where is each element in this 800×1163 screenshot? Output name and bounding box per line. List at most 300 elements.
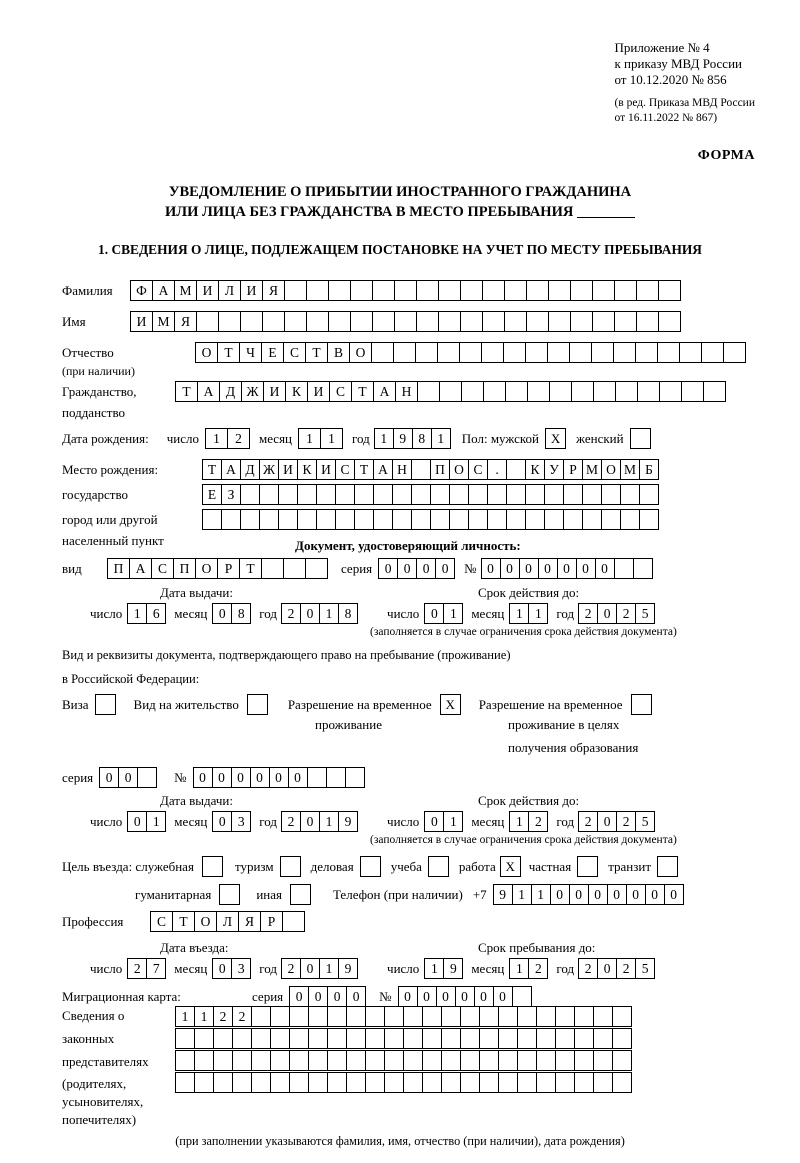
mig-number-boxes-cell[interactable] (512, 986, 532, 1007)
rep-row3-boxes-cell[interactable] (175, 1050, 195, 1071)
rep-row1-boxes-cell[interactable] (555, 1006, 575, 1027)
profession-boxes-cell[interactable]: Л (216, 911, 239, 932)
birth-city-row1-boxes-cell[interactable] (259, 484, 279, 505)
birth-year-boxes-cell[interactable]: 9 (393, 428, 413, 449)
doc-series-boxes-cell[interactable]: 0 (416, 558, 436, 579)
rep-row2-boxes-cell[interactable] (327, 1028, 347, 1049)
permit-valid-month-boxes-cell[interactable]: 2 (528, 811, 548, 832)
rep-row2-boxes[interactable] (175, 1028, 631, 1049)
birth-city-row2-boxes-cell[interactable] (278, 509, 298, 530)
name-boxes-cell[interactable] (592, 311, 615, 332)
rep-row4-boxes-cell[interactable] (270, 1072, 290, 1093)
birth-city-row1-boxes-cell[interactable] (468, 484, 488, 505)
surname-boxes-cell[interactable] (372, 280, 395, 301)
rep-row1-boxes-cell[interactable] (593, 1006, 613, 1027)
rep-row1-boxes-cell[interactable] (460, 1006, 480, 1027)
phone-boxes-cell[interactable]: 0 (569, 884, 589, 905)
rep-row2-boxes-cell[interactable] (517, 1028, 537, 1049)
patronymic-boxes-cell[interactable] (635, 342, 658, 363)
name-boxes-cell[interactable] (482, 311, 505, 332)
doc-series-boxes[interactable] (378, 558, 454, 579)
birth-city-row2-boxes-cell[interactable] (411, 509, 431, 530)
mig-number-boxes-cell[interactable]: 0 (455, 986, 475, 1007)
patronymic-boxes-cell[interactable] (657, 342, 680, 363)
birth-year-boxes[interactable] (374, 428, 450, 449)
birth-state-boxes-cell[interactable]: Ж (259, 459, 279, 480)
birth-city-row1-boxes-cell[interactable] (582, 484, 602, 505)
citizenship-boxes-cell[interactable] (659, 381, 682, 402)
rep-row1-boxes-cell[interactable]: 2 (213, 1006, 233, 1027)
birth-city-row1-boxes-cell[interactable] (278, 484, 298, 505)
rep-row1-boxes-cell[interactable] (327, 1006, 347, 1027)
valid-year-boxes-cell[interactable]: 2 (616, 603, 636, 624)
issue-month-boxes[interactable] (212, 603, 250, 624)
permit-number-boxes-cell[interactable] (326, 767, 346, 788)
birth-state-boxes-cell[interactable] (411, 459, 431, 480)
birth-state-boxes[interactable] (202, 459, 658, 480)
stay-year-boxes-cell[interactable]: 5 (635, 958, 655, 979)
birth-city-row2-boxes-cell[interactable] (240, 509, 260, 530)
rep-row4-boxes-cell[interactable] (289, 1072, 309, 1093)
rep-row3-boxes-cell[interactable] (403, 1050, 423, 1071)
stay-month-boxes-cell[interactable]: 2 (528, 958, 548, 979)
stay-year-boxes-cell[interactable]: 2 (578, 958, 598, 979)
rep-row2-boxes-cell[interactable] (612, 1028, 632, 1049)
doc-kind-boxes-cell[interactable]: П (173, 558, 196, 579)
stay-day-boxes-cell[interactable]: 9 (443, 958, 463, 979)
permit-valid-month-boxes-cell[interactable]: 1 (509, 811, 529, 832)
purpose-service-checkbox[interactable] (202, 856, 223, 877)
birth-year-boxes-cell[interactable]: 1 (374, 428, 394, 449)
name-boxes-cell[interactable] (504, 311, 527, 332)
citizenship-boxes-cell[interactable]: Ж (241, 381, 264, 402)
entry-month-boxes-cell[interactable]: 3 (231, 958, 251, 979)
citizenship-boxes-cell[interactable]: Т (175, 381, 198, 402)
rep-row3-boxes-cell[interactable] (289, 1050, 309, 1071)
permit-issue-day-boxes[interactable] (127, 811, 165, 832)
name-boxes-cell[interactable]: И (130, 311, 153, 332)
surname-boxes-cell[interactable] (284, 280, 307, 301)
rep-row3-boxes-cell[interactable] (384, 1050, 404, 1071)
rep-row4-boxes-cell[interactable] (593, 1072, 613, 1093)
entry-year-boxes[interactable] (281, 958, 357, 979)
birth-day-boxes-cell[interactable]: 2 (227, 428, 250, 449)
surname-boxes-cell[interactable] (592, 280, 615, 301)
phone-boxes-cell[interactable]: 0 (550, 884, 570, 905)
rep-row3-boxes-cell[interactable] (498, 1050, 518, 1071)
rep-row1-boxes-cell[interactable] (498, 1006, 518, 1027)
rep-row4-boxes-cell[interactable] (308, 1072, 328, 1093)
birth-city-row2-boxes-cell[interactable] (620, 509, 640, 530)
entry-day-boxes-cell[interactable]: 7 (146, 958, 166, 979)
rep-row3-boxes-cell[interactable] (460, 1050, 480, 1071)
birth-city-row2-boxes-cell[interactable] (639, 509, 659, 530)
purpose-humanitarian-checkbox[interactable] (219, 884, 240, 905)
surname-boxes-cell[interactable] (416, 280, 439, 301)
phone-boxes-cell[interactable]: 0 (588, 884, 608, 905)
surname-boxes-cell[interactable] (570, 280, 593, 301)
purpose-private-checkbox[interactable] (577, 856, 598, 877)
rep-row4-boxes[interactable] (175, 1072, 631, 1093)
rep-row4-boxes-cell[interactable] (194, 1072, 214, 1093)
birth-state-boxes-cell[interactable]: Т (202, 459, 222, 480)
citizenship-boxes-cell[interactable] (637, 381, 660, 402)
rep-row4-boxes-cell[interactable] (175, 1072, 195, 1093)
purpose-transit-checkbox[interactable] (657, 856, 678, 877)
birth-city-row1-boxes-cell[interactable] (240, 484, 260, 505)
name-boxes-cell[interactable] (416, 311, 439, 332)
birth-city-row1-boxes-cell[interactable] (487, 484, 507, 505)
citizenship-boxes-cell[interactable] (483, 381, 506, 402)
patronymic-boxes-cell[interactable] (591, 342, 614, 363)
patronymic-boxes-cell[interactable]: Т (217, 342, 240, 363)
permit-series-boxes[interactable] (99, 767, 156, 788)
rep-row1-boxes-cell[interactable] (308, 1006, 328, 1027)
permit-issue-year-boxes-cell[interactable]: 1 (319, 811, 339, 832)
issue-month-boxes-cell[interactable]: 0 (212, 603, 232, 624)
doc-kind-boxes-cell[interactable] (261, 558, 284, 579)
stay-day-boxes-cell[interactable]: 1 (424, 958, 444, 979)
citizenship-boxes-cell[interactable]: И (307, 381, 330, 402)
birth-city-row2-boxes-cell[interactable] (297, 509, 317, 530)
mig-number-boxes-cell[interactable]: 0 (417, 986, 437, 1007)
name-boxes-cell[interactable] (614, 311, 637, 332)
mig-series-boxes[interactable] (289, 986, 365, 1007)
purpose-business-checkbox[interactable] (360, 856, 381, 877)
birth-state-boxes-cell[interactable]: И (278, 459, 298, 480)
birth-city-row1-boxes-cell[interactable] (449, 484, 469, 505)
stay-day-boxes[interactable] (424, 958, 462, 979)
stay-month-boxes-cell[interactable]: 1 (509, 958, 529, 979)
rep-row1-boxes-cell[interactable]: 1 (175, 1006, 195, 1027)
birth-state-boxes-cell[interactable]: . (487, 459, 507, 480)
mig-number-boxes-cell[interactable]: 0 (436, 986, 456, 1007)
surname-boxes-cell[interactable] (394, 280, 417, 301)
birth-city-row1-boxes-cell[interactable] (620, 484, 640, 505)
doc-kind-boxes-cell[interactable]: С (151, 558, 174, 579)
citizenship-boxes-cell[interactable] (571, 381, 594, 402)
birth-city-row1-boxes-cell[interactable] (430, 484, 450, 505)
citizenship-boxes-cell[interactable] (527, 381, 550, 402)
permit-number-boxes-cell[interactable] (345, 767, 365, 788)
doc-number-boxes-cell[interactable]: 0 (576, 558, 596, 579)
permit-issue-day-boxes-cell[interactable]: 1 (146, 811, 166, 832)
rep-row2-boxes-cell[interactable] (289, 1028, 309, 1049)
surname-boxes-cell[interactable] (350, 280, 373, 301)
issue-day-boxes-cell[interactable]: 6 (146, 603, 166, 624)
birth-city-row2-boxes-cell[interactable] (487, 509, 507, 530)
rep-row4-boxes-cell[interactable] (517, 1072, 537, 1093)
profession-boxes-cell[interactable]: Т (172, 911, 195, 932)
rep-row3-boxes-cell[interactable] (365, 1050, 385, 1071)
name-boxes-cell[interactable] (284, 311, 307, 332)
rep-row3-boxes-cell[interactable] (232, 1050, 252, 1071)
rep-row4-boxes-cell[interactable] (365, 1072, 385, 1093)
rep-row2-boxes-cell[interactable] (232, 1028, 252, 1049)
name-boxes-cell[interactable]: Я (174, 311, 197, 332)
citizenship-boxes-cell[interactable]: А (197, 381, 220, 402)
mig-number-boxes[interactable] (398, 986, 531, 1007)
citizenship-boxes-cell[interactable] (505, 381, 528, 402)
rep-row4-boxes-cell[interactable] (479, 1072, 499, 1093)
rep-row3-boxes-cell[interactable] (574, 1050, 594, 1071)
citizenship-boxes-cell[interactable]: Н (395, 381, 418, 402)
birth-city-row2-boxes[interactable] (202, 509, 658, 530)
birth-city-row1-boxes-cell[interactable] (316, 484, 336, 505)
doc-kind-boxes-cell[interactable]: Р (217, 558, 240, 579)
mig-number-boxes-cell[interactable]: 0 (398, 986, 418, 1007)
birth-city-row2-boxes-cell[interactable] (259, 509, 279, 530)
valid-year-boxes-cell[interactable]: 0 (597, 603, 617, 624)
birth-month-boxes-cell[interactable]: 1 (320, 428, 343, 449)
surname-boxes-cell[interactable] (658, 280, 681, 301)
profession-boxes-cell[interactable]: Я (238, 911, 261, 932)
permit-valid-year-boxes[interactable] (578, 811, 654, 832)
birth-day-boxes-cell[interactable]: 1 (205, 428, 228, 449)
permit-number-boxes-cell[interactable] (307, 767, 327, 788)
birth-state-boxes-cell[interactable]: И (316, 459, 336, 480)
permit-issue-year-boxes-cell[interactable]: 0 (300, 811, 320, 832)
entry-day-boxes-cell[interactable]: 2 (127, 958, 147, 979)
surname-boxes-cell[interactable]: И (240, 280, 263, 301)
citizenship-boxes-cell[interactable] (703, 381, 726, 402)
patronymic-boxes-cell[interactable] (723, 342, 746, 363)
surname-boxes-cell[interactable] (482, 280, 505, 301)
phone-boxes-cell[interactable]: 0 (626, 884, 646, 905)
mig-number-boxes-cell[interactable]: 0 (474, 986, 494, 1007)
rep-row1-boxes-cell[interactable] (251, 1006, 271, 1027)
rep-row2-boxes-cell[interactable] (555, 1028, 575, 1049)
patronymic-boxes-cell[interactable]: С (283, 342, 306, 363)
birth-city-row2-boxes-cell[interactable] (392, 509, 412, 530)
birth-city-row1-boxes-cell[interactable] (506, 484, 526, 505)
name-boxes-cell[interactable] (658, 311, 681, 332)
permit-series-boxes-cell[interactable]: 0 (99, 767, 119, 788)
patronymic-boxes-cell[interactable] (437, 342, 460, 363)
rep-row1-boxes-cell[interactable] (346, 1006, 366, 1027)
patronymic-boxes-cell[interactable] (459, 342, 482, 363)
citizenship-boxes-cell[interactable] (439, 381, 462, 402)
birth-city-row2-boxes-cell[interactable] (354, 509, 374, 530)
rep-row4-boxes-cell[interactable] (441, 1072, 461, 1093)
permit-valid-year-boxes-cell[interactable]: 2 (616, 811, 636, 832)
doc-number-boxes-cell[interactable]: 0 (481, 558, 501, 579)
permit-number-boxes-cell[interactable]: 0 (212, 767, 232, 788)
rep-row3-boxes-cell[interactable] (213, 1050, 233, 1071)
profession-boxes-cell[interactable]: Р (260, 911, 283, 932)
doc-kind-boxes-cell[interactable]: П (107, 558, 130, 579)
birth-city-row2-boxes-cell[interactable] (506, 509, 526, 530)
patronymic-boxes-cell[interactable] (701, 342, 724, 363)
doc-number-boxes-cell[interactable] (614, 558, 634, 579)
permit-number-boxes[interactable] (193, 767, 364, 788)
phone-boxes[interactable] (493, 884, 683, 905)
birth-city-row1-boxes-cell[interactable] (525, 484, 545, 505)
doc-kind-boxes-cell[interactable]: А (129, 558, 152, 579)
permit-valid-month-boxes[interactable] (509, 811, 547, 832)
phone-boxes-cell[interactable]: 9 (493, 884, 513, 905)
birth-city-row2-boxes-cell[interactable] (221, 509, 241, 530)
entry-year-boxes-cell[interactable]: 1 (319, 958, 339, 979)
entry-month-boxes-cell[interactable]: 0 (212, 958, 232, 979)
rep-row1-boxes-cell[interactable]: 2 (232, 1006, 252, 1027)
birth-city-row2-boxes-cell[interactable] (373, 509, 393, 530)
surname-boxes-cell[interactable] (526, 280, 549, 301)
issue-year-boxes-cell[interactable]: 0 (300, 603, 320, 624)
permit-number-boxes-cell[interactable]: 0 (250, 767, 270, 788)
birth-city-row2-boxes-cell[interactable] (316, 509, 336, 530)
name-boxes-cell[interactable] (438, 311, 461, 332)
surname-boxes-cell[interactable] (460, 280, 483, 301)
mig-series-boxes-cell[interactable]: 0 (327, 986, 347, 1007)
surname-boxes-cell[interactable] (614, 280, 637, 301)
rep-row3-boxes[interactable] (175, 1050, 631, 1071)
patronymic-boxes-cell[interactable]: Т (305, 342, 328, 363)
birth-city-row2-boxes-cell[interactable] (544, 509, 564, 530)
permit-number-boxes-cell[interactable]: 0 (231, 767, 251, 788)
birth-state-boxes-cell[interactable]: П (430, 459, 450, 480)
patronymic-boxes-cell[interactable] (415, 342, 438, 363)
surname-boxes-cell[interactable] (438, 280, 461, 301)
birth-state-boxes-cell[interactable]: Т (354, 459, 374, 480)
birth-city-row1-boxes-cell[interactable] (297, 484, 317, 505)
surname-boxes-cell[interactable]: Я (262, 280, 285, 301)
rep-row2-boxes-cell[interactable] (213, 1028, 233, 1049)
permit-issue-month-boxes[interactable] (212, 811, 250, 832)
citizenship-boxes-cell[interactable]: Т (351, 381, 374, 402)
permit-series-boxes-cell[interactable]: 0 (118, 767, 138, 788)
patronymic-boxes-cell[interactable]: Е (261, 342, 284, 363)
permit-issue-month-boxes-cell[interactable]: 0 (212, 811, 232, 832)
birth-year-boxes-cell[interactable]: 8 (412, 428, 432, 449)
name-boxes-cell[interactable] (328, 311, 351, 332)
name-boxes-cell[interactable] (548, 311, 571, 332)
stay-year-boxes-cell[interactable]: 0 (597, 958, 617, 979)
phone-boxes-cell[interactable]: 0 (645, 884, 665, 905)
entry-day-boxes[interactable] (127, 958, 165, 979)
rep-row2-boxes-cell[interactable] (175, 1028, 195, 1049)
rep-row3-boxes-cell[interactable] (194, 1050, 214, 1071)
doc-kind-boxes-cell[interactable]: О (195, 558, 218, 579)
valid-year-boxes[interactable] (578, 603, 654, 624)
profession-boxes[interactable] (150, 911, 304, 932)
birth-city-row1-boxes[interactable] (202, 484, 658, 505)
birth-city-row1-boxes-cell[interactable] (563, 484, 583, 505)
issue-day-boxes[interactable] (127, 603, 165, 624)
permit-number-boxes-cell[interactable]: 0 (193, 767, 213, 788)
surname-boxes-cell[interactable]: Л (218, 280, 241, 301)
rep-row1-boxes-cell[interactable] (422, 1006, 442, 1027)
name-boxes-cell[interactable] (306, 311, 329, 332)
purpose-work-checkbox[interactable]: Х (500, 856, 521, 877)
rep-row2-boxes-cell[interactable] (194, 1028, 214, 1049)
name-boxes-cell[interactable] (570, 311, 593, 332)
surname-boxes-cell[interactable] (306, 280, 329, 301)
permit-number-boxes-cell[interactable]: 0 (269, 767, 289, 788)
doc-series-boxes-cell[interactable]: 0 (435, 558, 455, 579)
birth-state-boxes-cell[interactable]: С (335, 459, 355, 480)
issue-year-boxes[interactable] (281, 603, 357, 624)
birth-city-row1-boxes-cell[interactable] (601, 484, 621, 505)
doc-number-boxes-cell[interactable] (633, 558, 653, 579)
birth-day-boxes[interactable] (205, 428, 249, 449)
birth-city-row2-boxes-cell[interactable] (525, 509, 545, 530)
birth-city-row2-boxes-cell[interactable] (563, 509, 583, 530)
profession-boxes-cell[interactable]: О (194, 911, 217, 932)
edu-res-checkbox[interactable] (631, 694, 652, 715)
rep-row4-boxes-cell[interactable] (327, 1072, 347, 1093)
birth-state-boxes-cell[interactable]: К (297, 459, 317, 480)
birth-city-row2-boxes-cell[interactable] (430, 509, 450, 530)
name-boxes-cell[interactable] (460, 311, 483, 332)
surname-boxes-cell[interactable] (548, 280, 571, 301)
patronymic-boxes-cell[interactable] (503, 342, 526, 363)
citizenship-boxes-cell[interactable] (681, 381, 704, 402)
rep-row3-boxes-cell[interactable] (327, 1050, 347, 1071)
citizenship-boxes-cell[interactable] (549, 381, 572, 402)
rep-row1-boxes-cell[interactable] (441, 1006, 461, 1027)
rep-row2-boxes-cell[interactable] (593, 1028, 613, 1049)
surname-boxes[interactable] (130, 280, 680, 301)
surname-boxes-cell[interactable]: А (152, 280, 175, 301)
citizenship-boxes[interactable] (175, 381, 725, 402)
surname-boxes-cell[interactable] (328, 280, 351, 301)
birth-city-row1-boxes-cell[interactable] (544, 484, 564, 505)
birth-state-boxes-cell[interactable]: У (544, 459, 564, 480)
citizenship-boxes-cell[interactable]: С (329, 381, 352, 402)
rep-row3-boxes-cell[interactable] (612, 1050, 632, 1071)
patronymic-boxes[interactable] (195, 342, 745, 363)
name-boxes-cell[interactable]: М (152, 311, 175, 332)
rep-row3-boxes-cell[interactable] (308, 1050, 328, 1071)
rep-row2-boxes-cell[interactable] (460, 1028, 480, 1049)
issue-year-boxes-cell[interactable]: 2 (281, 603, 301, 624)
birth-state-boxes-cell[interactable]: Б (639, 459, 659, 480)
name-boxes-cell[interactable] (526, 311, 549, 332)
permit-issue-year-boxes-cell[interactable]: 9 (338, 811, 358, 832)
name-boxes-cell[interactable] (372, 311, 395, 332)
birth-city-row2-boxes-cell[interactable] (449, 509, 469, 530)
birth-city-row1-boxes-cell[interactable]: З (221, 484, 241, 505)
patronymic-boxes-cell[interactable] (525, 342, 548, 363)
rep-row2-boxes-cell[interactable] (251, 1028, 271, 1049)
citizenship-boxes-cell[interactable]: А (373, 381, 396, 402)
birth-state-boxes-cell[interactable]: О (449, 459, 469, 480)
rep-row3-boxes-cell[interactable] (555, 1050, 575, 1071)
issue-year-boxes-cell[interactable]: 1 (319, 603, 339, 624)
permit-issue-month-boxes-cell[interactable]: 3 (231, 811, 251, 832)
valid-year-boxes-cell[interactable]: 5 (635, 603, 655, 624)
rep-row3-boxes-cell[interactable] (270, 1050, 290, 1071)
citizenship-boxes-cell[interactable]: К (285, 381, 308, 402)
name-boxes-cell[interactable] (240, 311, 263, 332)
permit-valid-year-boxes-cell[interactable]: 5 (635, 811, 655, 832)
rep-row2-boxes-cell[interactable] (498, 1028, 518, 1049)
birth-city-row2-boxes-cell[interactable] (468, 509, 488, 530)
permit-valid-day-boxes[interactable] (424, 811, 462, 832)
rep-row4-boxes-cell[interactable] (251, 1072, 271, 1093)
purpose-tourism-checkbox[interactable] (280, 856, 301, 877)
rep-row4-boxes-cell[interactable] (574, 1072, 594, 1093)
rep-row2-boxes-cell[interactable] (422, 1028, 442, 1049)
birth-city-row2-boxes-cell[interactable] (202, 509, 222, 530)
patronymic-boxes-cell[interactable] (547, 342, 570, 363)
issue-year-boxes-cell[interactable]: 8 (338, 603, 358, 624)
valid-month-boxes-cell[interactable]: 1 (509, 603, 529, 624)
doc-kind-boxes-cell[interactable] (283, 558, 306, 579)
name-boxes-cell[interactable] (218, 311, 241, 332)
rep-row4-boxes-cell[interactable] (555, 1072, 575, 1093)
